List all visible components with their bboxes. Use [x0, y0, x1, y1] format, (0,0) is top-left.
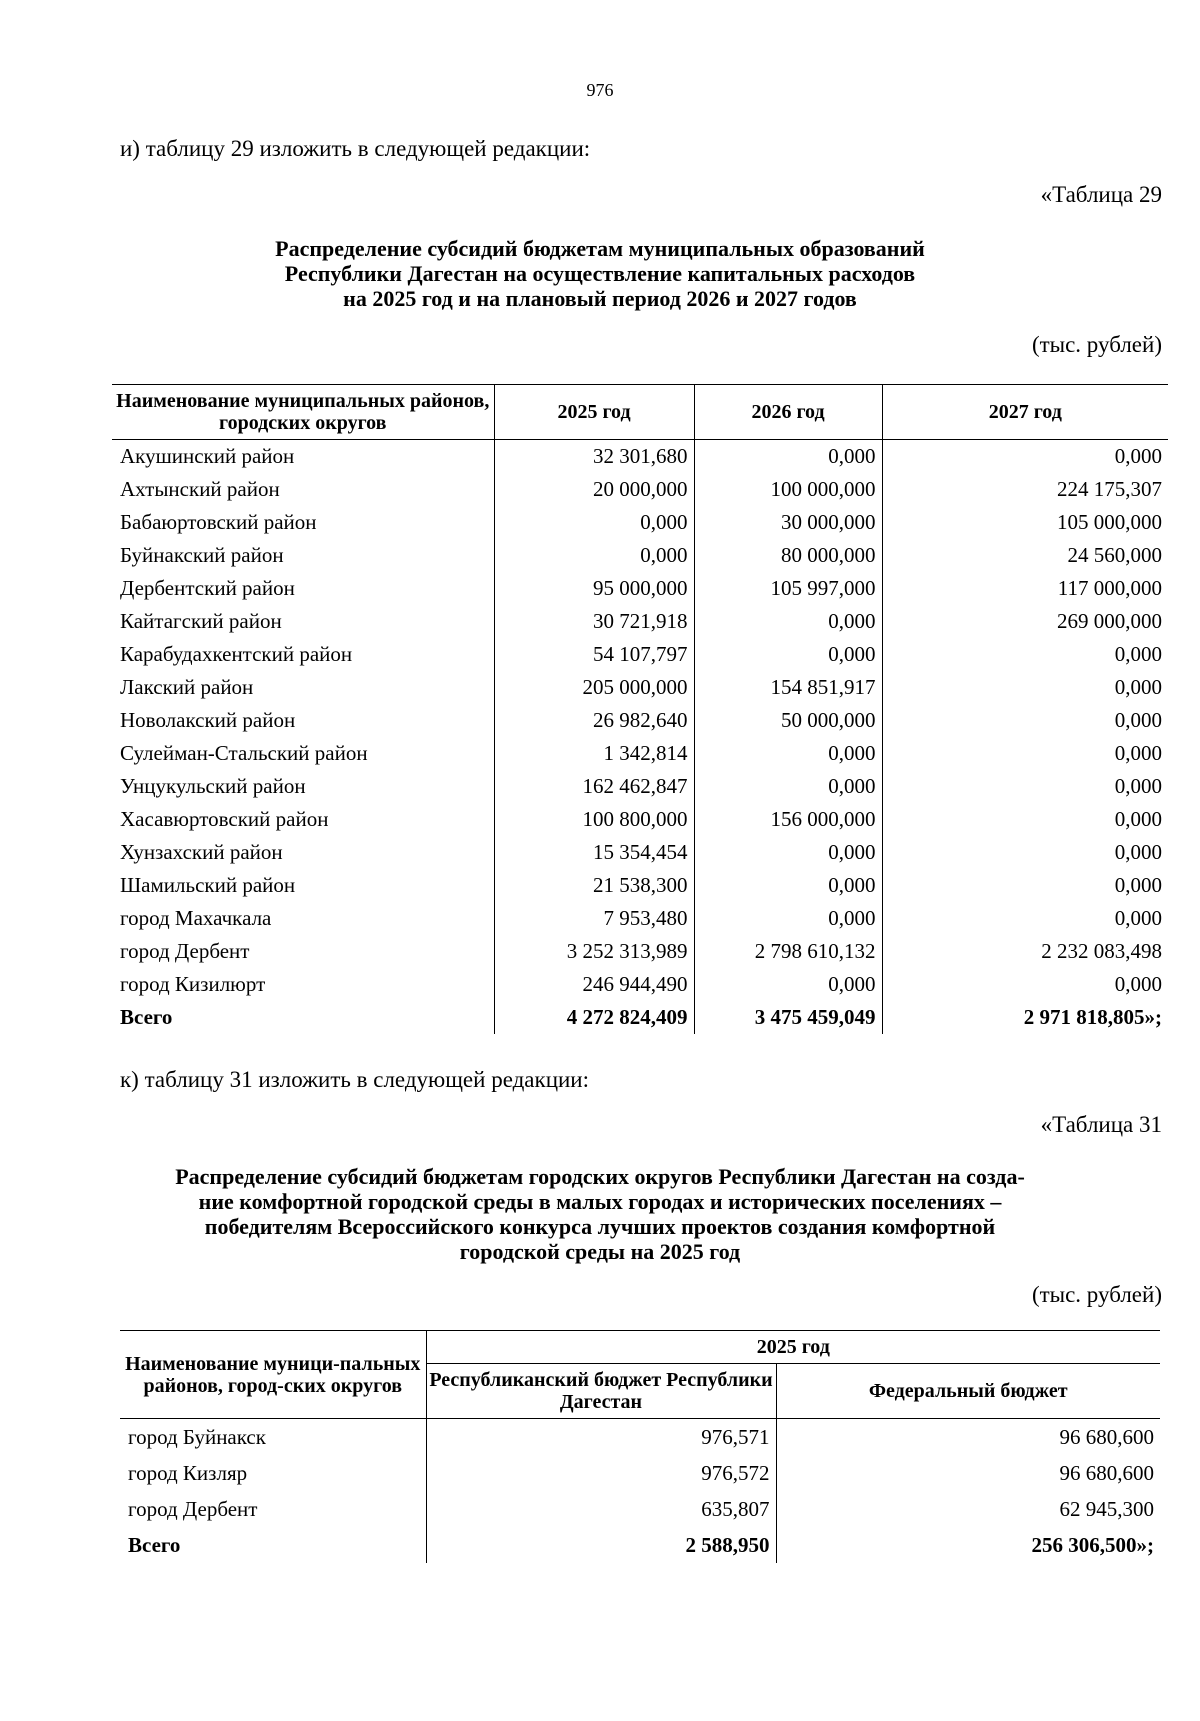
value-cell: 162 462,847 — [494, 770, 694, 803]
title-line: ние комфортной городской среды в малых городах и исторических поселениях – — [198, 1189, 1002, 1214]
header-name: Наименование муниципальных районов, городских округов — [116, 390, 490, 434]
value-cell: 0,000 — [694, 770, 882, 803]
table-row — [112, 539, 1168, 572]
value-cell: 100 000,000 — [694, 473, 882, 506]
title-line: Распределение субсидий бюджетам городских округов Республики Дагестан на созда- — [175, 1164, 1025, 1189]
row-name-cell: город Махачкала — [120, 906, 272, 930]
table-row — [112, 473, 1168, 506]
row-name-cell: Бабаюртовский район — [120, 510, 317, 534]
value-cell: 256 306,500»; — [776, 1527, 1160, 1563]
header-2026: 2026 год — [694, 385, 882, 440]
value-cell: 0,000 — [694, 968, 882, 1001]
value-cell: 50 000,000 — [694, 704, 882, 737]
value-cell: 0,000 — [882, 869, 1168, 902]
row-name-cell: город Кизляр — [128, 1460, 248, 1485]
row-name-cell: Ахтынский район — [120, 477, 280, 501]
table-row — [120, 1455, 1160, 1491]
title-line: на 2025 год и на плановый период 2026 и 2027 годов — [343, 286, 857, 311]
value-cell: 224 175,307 — [882, 473, 1168, 506]
table-31-body — [120, 1419, 1160, 1564]
row-name-cell: Всего — [120, 1005, 173, 1029]
row-name-cell: город Буйнакск — [128, 1424, 266, 1449]
value-cell: 0,000 — [882, 902, 1168, 935]
table-row — [112, 638, 1168, 671]
value-cell: 32 301,680 — [494, 440, 694, 474]
value-cell: 0,000 — [694, 638, 882, 671]
value-cell: 3 475 459,049 — [694, 1001, 882, 1034]
value-cell: 4 272 824,409 — [494, 1001, 694, 1034]
value-cell: 154 851,917 — [694, 671, 882, 704]
row-name-cell: Карабудахкентский район — [120, 642, 353, 666]
value-cell: 105 997,000 — [694, 572, 882, 605]
row-name-cell: Хасавюртовский район — [120, 807, 329, 831]
row-name-cell: Хунзахский район — [120, 840, 283, 864]
row-name-cell: Сулейман-Стальский район — [120, 741, 368, 765]
value-cell: 100 800,000 — [494, 803, 694, 836]
value-cell: 0,000 — [882, 671, 1168, 704]
value-cell: 96 680,600 — [776, 1419, 1160, 1456]
value-cell: 1 342,814 — [494, 737, 694, 770]
table-row — [112, 803, 1168, 836]
value-cell: 15 354,454 — [494, 836, 694, 869]
title-line: победителям Всероссийского конкурса лучших проектов создания комфортной — [204, 1214, 996, 1239]
total-row — [120, 1527, 1160, 1563]
row-name-cell: город Дербент — [120, 939, 250, 963]
table-31-title — [110, 1164, 1090, 1264]
value-cell: 0,000 — [882, 770, 1168, 803]
value-cell: 62 945,300 — [776, 1491, 1160, 1527]
header-2025: 2025 год — [494, 385, 694, 440]
intro-paragraph-table-29: и) таблицу 29 изложить в следующей редакции: — [120, 136, 591, 161]
value-cell: 0,000 — [882, 968, 1168, 1001]
row-name-cell: Новолакский район — [120, 708, 296, 732]
value-cell: 0,000 — [882, 836, 1168, 869]
value-cell: 2 971 818,805»; — [882, 1001, 1168, 1034]
value-cell: 246 944,490 — [494, 968, 694, 1001]
value-cell: 0,000 — [882, 737, 1168, 770]
value-cell: 0,000 — [694, 440, 882, 474]
value-cell: 205 000,000 — [494, 671, 694, 704]
table-row — [112, 836, 1168, 869]
table-29 — [112, 384, 1168, 1034]
value-cell: 96 680,600 — [776, 1455, 1160, 1491]
table-row — [112, 869, 1168, 902]
table-row — [112, 572, 1168, 605]
value-cell: 156 000,000 — [694, 803, 882, 836]
page-number: 976 — [586, 80, 614, 100]
header-2025: 2025 год — [756, 1336, 830, 1358]
table-row — [112, 506, 1168, 539]
row-name-cell: Шамильский район — [120, 873, 296, 897]
value-cell: 21 538,300 — [494, 869, 694, 902]
header-federal-budget: Федеральный бюджет — [776, 1364, 1160, 1419]
value-cell: 117 000,000 — [882, 572, 1168, 605]
table-row — [120, 1491, 1160, 1527]
value-cell: 0,000 — [882, 704, 1168, 737]
value-cell: 0,000 — [694, 902, 882, 935]
value-cell: 2 588,950 — [426, 1527, 776, 1563]
value-cell: 30 721,918 — [494, 605, 694, 638]
table-row — [112, 704, 1168, 737]
table-29-label: «Таблица 29 — [1040, 182, 1162, 207]
row-name-cell: Акушинский район — [120, 444, 295, 468]
value-cell: 635,807 — [426, 1491, 776, 1527]
value-cell: 269 000,000 — [882, 605, 1168, 638]
value-cell: 26 982,640 — [494, 704, 694, 737]
value-cell: 3 252 313,989 — [494, 935, 694, 968]
row-name-cell: город Дербент — [128, 1496, 258, 1521]
title-line: Республики Дагестан на осуществление капитальных расходов — [284, 261, 916, 286]
table-row — [112, 671, 1168, 704]
table-29-units: (тыс. рублей) — [1031, 332, 1162, 357]
row-name-cell: Кайтагский район — [120, 609, 282, 633]
value-cell: 0,000 — [494, 539, 694, 572]
row-name-cell: Всего — [128, 1532, 181, 1557]
table-row — [112, 968, 1168, 1001]
value-cell: 0,000 — [694, 605, 882, 638]
title-line: городской среды на 2025 год — [459, 1239, 741, 1264]
table-31 — [120, 1330, 1160, 1563]
header-republic-budget: Республиканский бюджет Республики Дагестан — [426, 1364, 776, 1419]
value-cell: 0,000 — [494, 506, 694, 539]
value-cell: 7 953,480 — [494, 902, 694, 935]
table-header-row — [112, 385, 1168, 440]
value-cell: 24 560,000 — [882, 539, 1168, 572]
value-cell: 2 798 610,132 — [694, 935, 882, 968]
row-name-cell: Унцукульский район — [120, 774, 306, 798]
header-name: Наименование муници-пальных районов, город-ских округов — [120, 1331, 426, 1419]
row-name-cell: город Кизилюрт — [120, 972, 266, 996]
value-cell: 976,571 — [426, 1419, 776, 1456]
value-cell: 54 107,797 — [494, 638, 694, 671]
value-cell: 95 000,000 — [494, 572, 694, 605]
intro-paragraph-table-31: к) таблицу 31 изложить в следующей редакции: — [120, 1067, 590, 1092]
table-row — [112, 440, 1168, 474]
table-row — [120, 1419, 1160, 1456]
table-29-body — [112, 440, 1168, 1035]
row-name-cell: Буйнакский район — [120, 543, 284, 567]
header-2027: 2027 год — [882, 385, 1168, 440]
table-row — [112, 770, 1168, 803]
table-31-label: «Таблица 31 — [1040, 1112, 1162, 1137]
title-line: Распределение субсидий бюджетам муниципальных образований — [275, 236, 925, 261]
row-name-cell: Лакский район — [120, 675, 254, 699]
value-cell: 0,000 — [882, 440, 1168, 474]
table-row — [112, 902, 1168, 935]
value-cell: 105 000,000 — [882, 506, 1168, 539]
value-cell: 0,000 — [694, 836, 882, 869]
table-31-units: (тыс. рублей) — [1031, 1282, 1162, 1307]
value-cell: 2 232 083,498 — [882, 935, 1168, 968]
value-cell: 976,572 — [426, 1455, 776, 1491]
value-cell: 0,000 — [694, 869, 882, 902]
value-cell: 80 000,000 — [694, 539, 882, 572]
value-cell: 0,000 — [694, 737, 882, 770]
table-row — [112, 935, 1168, 968]
table-row — [112, 737, 1168, 770]
table-row — [112, 605, 1168, 638]
value-cell: 20 000,000 — [494, 473, 694, 506]
total-row — [112, 1001, 1168, 1034]
table-29-title — [110, 236, 1090, 311]
row-name-cell: Дербентский район — [120, 576, 295, 600]
value-cell: 30 000,000 — [694, 506, 882, 539]
value-cell: 0,000 — [882, 638, 1168, 671]
value-cell: 0,000 — [882, 803, 1168, 836]
